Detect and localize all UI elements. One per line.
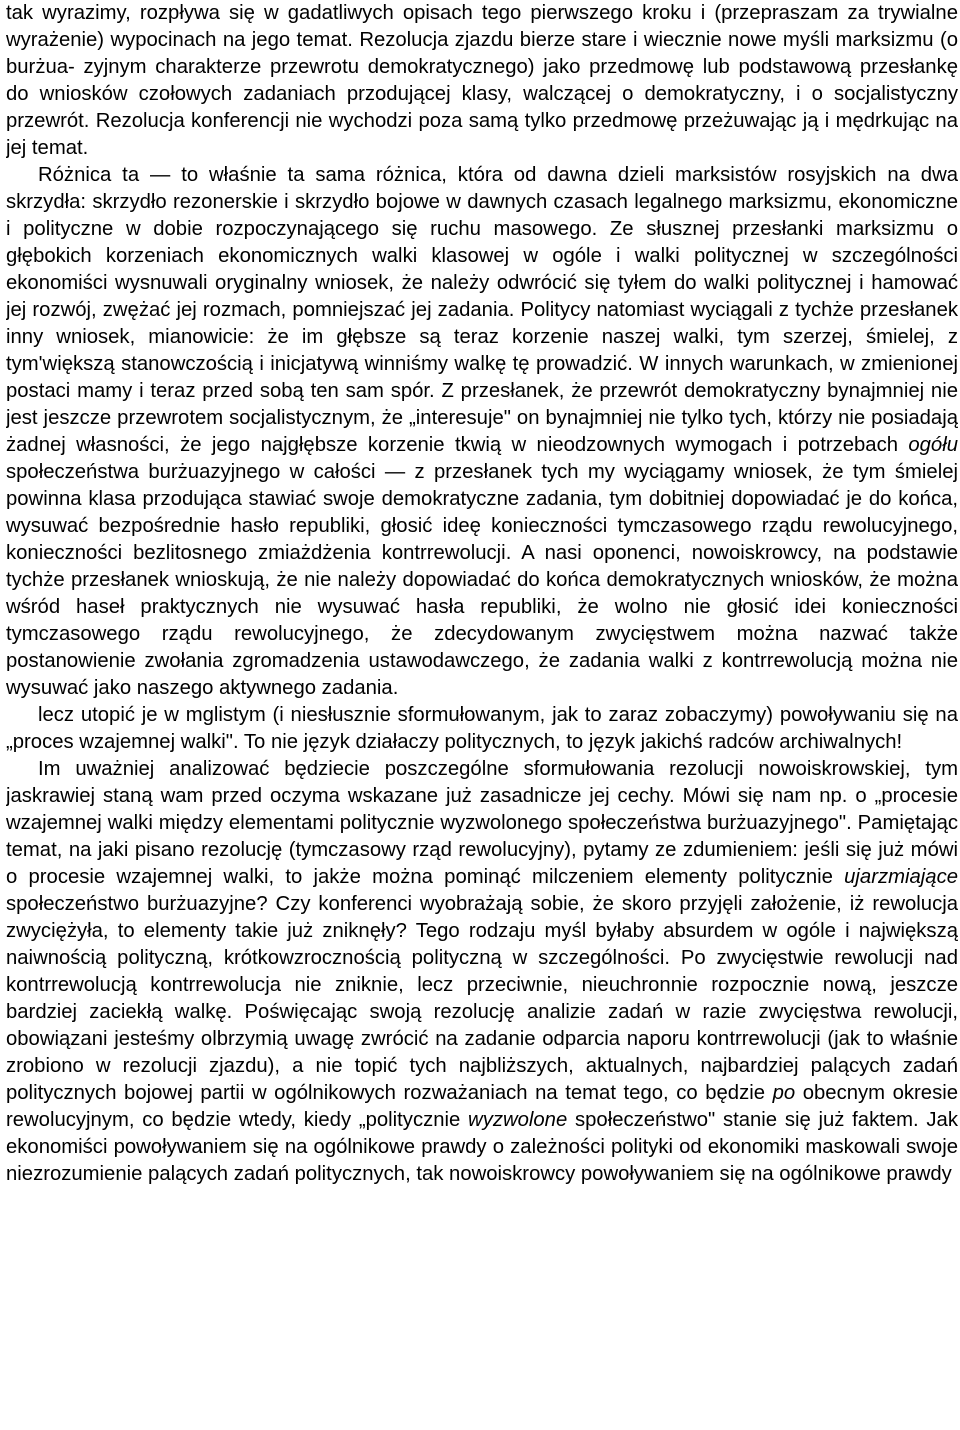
document-page — [6, 0, 958, 1430]
text-segment: społeczeństwo burżuazyjne? Czy konferenci wyobrażają sobie, że skoro przyjęli założenie, iż rewolucja zwyciężyła, to elementy takie już zniknęły? Tego rodzaju myśl byłaby absurdem w ogóle i największą naiwnością polityczną, krótkowzrocznością polityczną w szczególności. Po zwycięstwie rewolucji nad kontrrewolucją kontrrewolucja nie zniknie, lecz przeciwnie, nieuchronnie rozpocznie nową, jeszcze bardziej zaciekłą walkę. Poświęcając swoją rezolucję analizie zadań w razie zwycięstwa rewolucji, obowiązani jesteśmy olbrzymią uwagę zwrócić na zadanie odparcia naporu kontrrewolucji (jak to właśnie zrobiono w rezolucji zjazdu), a nie topić tych najbliższych, aktualnych, najbardziej palących zadań politycznych bojowej partii w ogólnikowych rozważaniach na temat tego, co będzie — [6, 893, 958, 1104]
paragraph-analysis — [6, 756, 958, 1188]
text-segment: Różnica ta — to właśnie ta sama różnica, która od dawna dzieli marksistów rosyjskich na dwa skrzydła: skrzydło rezonerskie i skrzydło bojowe w dawnych czasach legalnego marksizmu, ekonomiczne i polityczne w dobie rozpoczynającego się ruchu masowego. Ze słusznej przesłanki marksizmu o głębokich korzeniach ekonomicznych walki klasowej w ogóle i walki politycznej w szczególności ekonomiści wysnuwali oryginalny wniosek, że należy odwrócić się tyłem do walki politycznej i hamować jej rozwój, zwężać jej rozmach, pomniejszać jej zadania. Politycy natomiast wyciągali z tychże przesłanek inny wniosek, mianowicie: że im głębsze są teraz korzenie naszej walki, tym szerzej, śmielej, z tym'większą stanowczością i inicjatywą winniśmy walkę tę prowadzić. W innych warunkach, w zmienionej postaci mamy i teraz przed sobą ten sam spór. Z przesłanek, że przewrót demokratyczny bynajmniej nie jest jeszcze przewrotem socjalistycznym, że „interesuje" on bynajmniej nie tylko tych, którzy nie posiadają żadnej własności, że jego najgłębsze korzenie tkwią w nieodzownych wymogach i potrzebach — [6, 164, 958, 456]
italic-segment: wyzwolone — [468, 1109, 568, 1131]
text-segment: społeczeństwa burżuazyjnego w całości — z przesłanek tych my wyciągamy wniosek, że tym śmielej powinna klasa przodująca stawiać swoje demokratyczne zadania, tym dobitniej dopowiadać je do końca, wysuwać bezpośrednie hasło republiki, głosić ideę konieczności tymczasowego rządu rewolucyjnego, konieczności bezlitosnego zmiażdżenia kontrrewolucji. A nasi oponenci, nowoiskrowcy, na podstawie tychże przesłanek wnioskują, że nie należy dopowiadać do końca demokratycznych wniosków, że można wśród haseł praktycznych nie wysuwać hasła republiki, że wolno nie głosić idei konieczności tymczasowego rządu rewolucyjnego, że zdecydowanym zwycięstwem można nazwać także postanowienie zwołania zgromadzenia ustawodawczego, że zadania walki z kontrrewolucją można nie wysuwać jako naszego aktywnego zadania. — [6, 461, 958, 699]
paragraph-archival — [6, 702, 958, 756]
text-segment: tak wyrazimy, rozpływa się w gadatliwych opisach tego pierwszego kroku i (przepraszam za trywialne wyrażenie) wypocinach na jego temat. Rezolucja zjazdu bierze stare i wiecznie nowe myśli marksizmu (o burżua- zyjnym charakterze przewrotu demokratycznego) jako przedmowę lub podstawową przesłankę do wniosków czołowych zadaniach przodującej klasy, walczącej o demokratyczny, i o socjalistyczny przewrót. Rezolucja konferencji nie wychodzi poza samą tylko przedmowę przeżuwając ją i mędrkując na jej temat. — [6, 2, 958, 159]
italic-segment: ogółu — [908, 434, 958, 456]
paragraph-continuation — [6, 0, 958, 162]
italic-segment: ujarzmiające — [844, 866, 958, 888]
text-segment: społeczeństwo" stanie się już faktem. Jak ekonomiści powoływaniem się na ogólnikowe prawdy o zależności polityki od ekonomiki maskowali swoje niezrozumienie palących zadań politycznych, tak nowoiskrowcy powoływaniem się na ogólnikowe prawdy — [6, 1109, 958, 1185]
paragraph-difference — [6, 162, 958, 702]
text-segment: lecz utopić je w mglistym (i niesłusznie sformułowanym, jak to zaraz zobaczymy) powoływaniu się na „proces wzajemnej walki". To nie język działaczy politycznych, to język jakichś radców archiwalnych! — [6, 704, 958, 753]
text-segment: obecnym okresie rewolucyjnym, co będzie wtedy, kiedy „politycznie — [6, 1082, 958, 1131]
text-segment: Im uważniej analizować będziecie poszczególne sformułowania rezolucji nowoiskrowskiej, tym jaskrawiej staną wam przed oczyma wskazane już zasadnicze jej cechy. Mówi się nam np. o „procesie wzajemnej walki między elementami politycznie wyzwolonego społeczeństwa burżuazyjnego". Pamiętając temat, na jaki pisano rezolucję (tymczasowy rząd rewolucyjny), pytamy ze zdumieniem: jeśli się już mówi o procesie wzajemnej walki, to jakże można pominąć milczeniem elementy politycznie — [6, 758, 958, 888]
italic-segment: po — [772, 1082, 796, 1104]
